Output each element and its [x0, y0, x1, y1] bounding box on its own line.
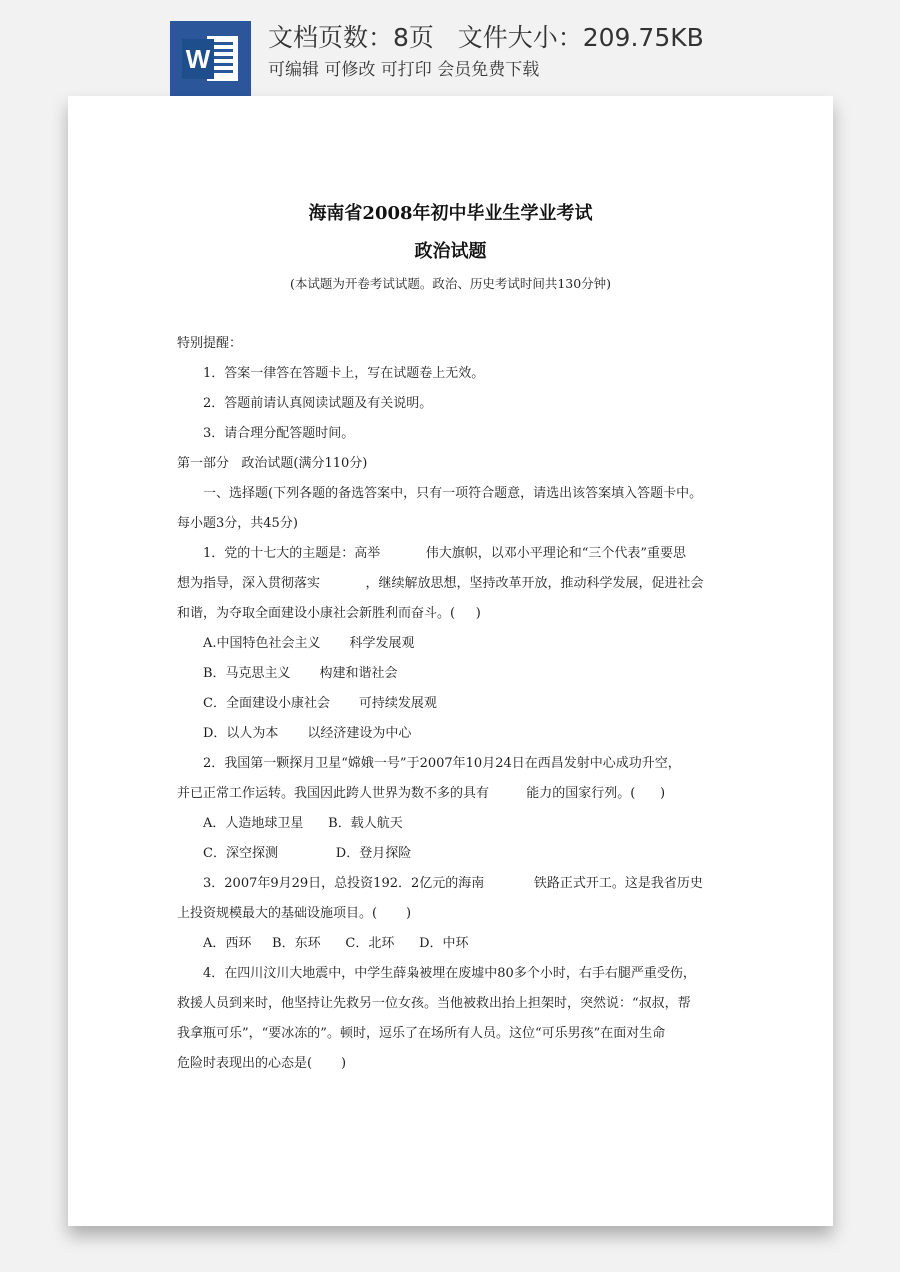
document-page: [68, 96, 833, 1226]
question-line: 3．2007年9月29日，总投资192．2亿元的海南 铁路正式开工。这是我省历史: [203, 876, 703, 891]
question-line: 1．党的十七大的主题是：高举 伟大旗帜，以邓小平理论和“三个代表”重要思: [203, 546, 687, 561]
section-heading: 第一部分 政治试题(满分110分): [177, 456, 368, 471]
answer-option: C．深空探测 D．登月探险: [203, 846, 412, 861]
question-line: 我拿瓶可乐”，“要冰冻的”。顿时，逗乐了在场所有人员。这位“可乐男孩”在面对生命: [177, 1026, 666, 1041]
word-document-icon: [170, 21, 251, 96]
exam-note: (本试题为开卷考试试题。政治、历史考试时间共130分钟): [289, 276, 612, 291]
question-line: 上投资规模最大的基础设施项目。( ): [177, 906, 412, 921]
question-line: 救援人员到来时，他坚持让先救另一位女孩。当他被救出抬上担架时，突然说：“叔叔，帮: [177, 996, 691, 1011]
file-info-text: 文档页数：8页 文件大小：209.75KB: [268, 23, 704, 52]
text-line: 3．请合理分配答题时间。: [203, 426, 355, 441]
question-line: 想为指导，深入贯彻落实 ，继续解放思想，坚持改革开放，推动科学发展，促进社会: [177, 576, 704, 591]
answer-option: B．马克思主义 构建和谐社会: [203, 666, 398, 681]
answer-option: C．全面建设小康社会 可持续发展观: [203, 696, 437, 711]
logo-letter: W: [185, 44, 211, 74]
question-line: 危险时表现出的心态是( ): [177, 1056, 347, 1071]
answer-option: A．人造地球卫星 B．载人航天: [203, 816, 403, 831]
file-features-text: 可编辑 可修改 可打印 会员免费下载: [268, 60, 540, 80]
question-line: 4．在四川汶川大地震中，中学生薛枭被埋在废墟中80多个小时，右手右腿严重受伤，: [203, 966, 696, 981]
document-subtitle: 政治试题: [414, 241, 487, 262]
text-line: 一、选择题(下列各题的备选答案中，只有一项符合题意，请选出该答案填入答题卡中。: [203, 486, 703, 501]
answer-option: A．西环 B．东环 C．北环 D．中环: [203, 936, 469, 951]
question-line: 2．我国第一颗探月卫星“嫦娥一号”于2007年10月24日在西昌发射中心成功升空，: [203, 756, 681, 771]
answer-option: D．以人为本 以经济建设为中心: [203, 726, 412, 741]
text-line: 每小题3分，共45分): [177, 516, 298, 531]
text-line: 特别提醒：: [177, 336, 243, 351]
document-title: 海南省2008年初中毕业生学业考试: [308, 203, 593, 224]
question-line: 并已正常工作运转。我国因此跨人世界为数不多的具有 能力的国家行列。( ): [177, 786, 666, 801]
download-banner: [0, 0, 900, 96]
answer-option: A.中国特色社会主义 科学发展观: [203, 636, 415, 651]
question-line: 和谐，为夺取全面建设小康社会新胜利而奋斗。( ): [177, 606, 481, 621]
text-line: 2．答题前请认真阅读试题及有关说明。: [203, 396, 433, 411]
text-line: 1．答案一律答在答题卡上，写在试题卷上无效。: [203, 366, 485, 381]
